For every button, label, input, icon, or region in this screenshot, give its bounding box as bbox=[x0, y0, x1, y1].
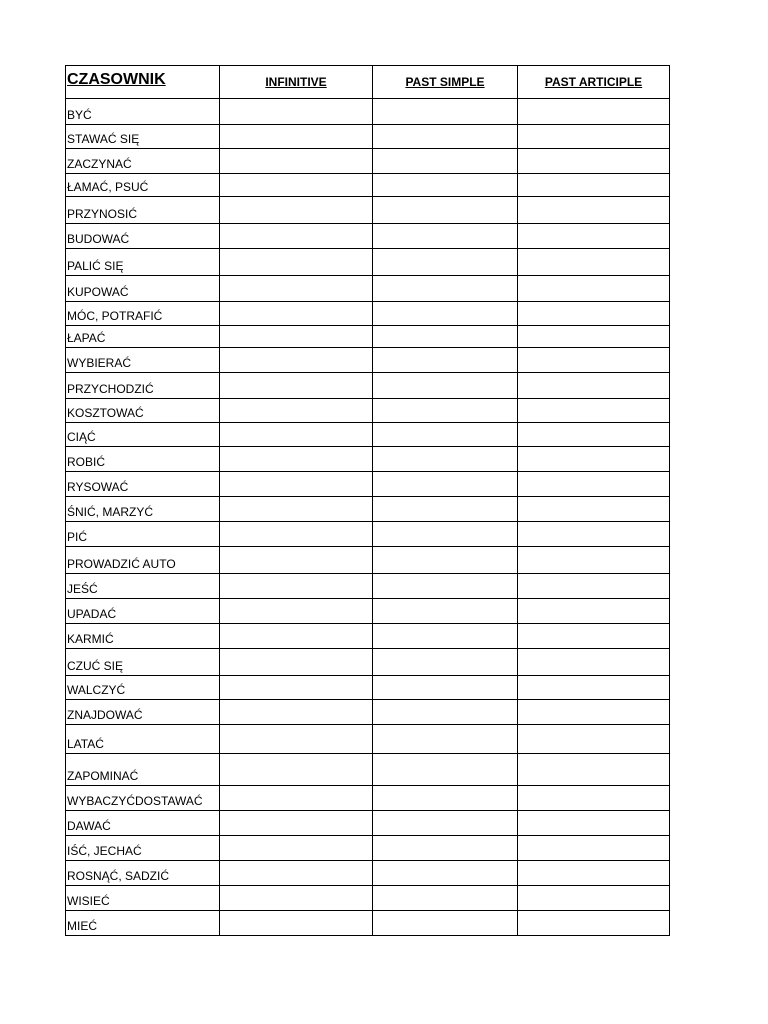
table-row bbox=[66, 786, 670, 811]
table-row bbox=[66, 911, 670, 936]
past-simple-cell[interactable] bbox=[373, 326, 518, 348]
past-participle-cell[interactable] bbox=[518, 725, 670, 754]
past-participle-cell[interactable] bbox=[518, 574, 670, 599]
verb-cell: UPADAĆ bbox=[66, 599, 220, 624]
past-simple-cell[interactable] bbox=[373, 174, 518, 197]
verb-cell: ŁAMAĆ, PSUĆ bbox=[66, 174, 220, 197]
verb-cell: PROWADZIĆ AUTO bbox=[66, 547, 220, 574]
past-simple-cell[interactable] bbox=[373, 276, 518, 302]
table-row bbox=[66, 811, 670, 836]
infinitive-cell[interactable] bbox=[220, 373, 373, 399]
infinitive-cell[interactable] bbox=[220, 811, 373, 836]
table-row bbox=[66, 373, 670, 399]
table-row bbox=[66, 472, 670, 497]
infinitive-cell[interactable] bbox=[220, 447, 373, 472]
table-row bbox=[66, 326, 670, 348]
past-participle-cell[interactable] bbox=[518, 197, 670, 224]
past-simple-cell[interactable] bbox=[373, 149, 518, 174]
past-simple-cell[interactable] bbox=[373, 522, 518, 547]
table-row bbox=[66, 574, 670, 599]
verb-table bbox=[65, 65, 670, 936]
verb-cell: MÓC, POTRAFIĆ bbox=[66, 302, 220, 326]
table-row bbox=[66, 599, 670, 624]
infinitive-cell[interactable] bbox=[220, 174, 373, 197]
past-participle-cell[interactable] bbox=[518, 423, 670, 447]
past-participle-cell[interactable] bbox=[518, 125, 670, 149]
verb-cell: ROSNĄĆ, SADZIĆ bbox=[66, 861, 220, 886]
verb-cell: BYĆ bbox=[66, 99, 220, 125]
table-row bbox=[66, 224, 670, 249]
past-participle-cell[interactable] bbox=[518, 649, 670, 676]
infinitive-cell[interactable] bbox=[220, 423, 373, 447]
past-participle-cell[interactable] bbox=[518, 754, 670, 786]
past-simple-cell[interactable] bbox=[373, 786, 518, 811]
verb-cell: ZACZYNAĆ bbox=[66, 149, 220, 174]
verb-cell: ZNAJDOWAĆ bbox=[66, 700, 220, 725]
infinitive-cell[interactable] bbox=[220, 522, 373, 547]
past-simple-cell[interactable] bbox=[373, 497, 518, 522]
table-row bbox=[66, 447, 670, 472]
table-row bbox=[66, 125, 670, 149]
infinitive-cell[interactable] bbox=[220, 472, 373, 497]
table-row bbox=[66, 302, 670, 326]
past-participle-cell[interactable] bbox=[518, 886, 670, 911]
table-row bbox=[66, 149, 670, 174]
verb-cell: PIĆ bbox=[66, 522, 220, 547]
infinitive-cell[interactable] bbox=[220, 326, 373, 348]
table-row bbox=[66, 276, 670, 302]
past-simple-cell[interactable] bbox=[373, 348, 518, 373]
verb-cell: STAWAĆ SIĘ bbox=[66, 125, 220, 149]
past-simple-cell[interactable] bbox=[373, 574, 518, 599]
table-row bbox=[66, 624, 670, 649]
past-simple-cell[interactable] bbox=[373, 836, 518, 861]
past-simple-cell[interactable] bbox=[373, 700, 518, 725]
past-simple-cell[interactable] bbox=[373, 125, 518, 149]
verb-cell: IŚĆ, JECHAĆ bbox=[66, 836, 220, 861]
infinitive-cell[interactable] bbox=[220, 624, 373, 649]
table-row bbox=[66, 649, 670, 676]
past-simple-cell[interactable] bbox=[373, 302, 518, 326]
verb-cell: ROBIĆ bbox=[66, 447, 220, 472]
verb-cell: ŁAPAĆ bbox=[66, 326, 220, 348]
verb-cell: BUDOWAĆ bbox=[66, 224, 220, 249]
table-row bbox=[66, 700, 670, 725]
past-simple-cell[interactable] bbox=[373, 624, 518, 649]
infinitive-cell[interactable] bbox=[220, 754, 373, 786]
table-row bbox=[66, 99, 670, 125]
infinitive-cell[interactable] bbox=[220, 302, 373, 326]
infinitive-cell[interactable] bbox=[220, 99, 373, 125]
infinitive-cell[interactable] bbox=[220, 197, 373, 224]
infinitive-cell[interactable] bbox=[220, 149, 373, 174]
verb-cell: LATAĆ bbox=[66, 725, 220, 754]
header-past-participle: PAST ARTICIPLE bbox=[518, 66, 670, 99]
infinitive-cell[interactable] bbox=[220, 125, 373, 149]
verb-cell: PALIĆ SIĘ bbox=[66, 249, 220, 276]
table-row bbox=[66, 676, 670, 700]
past-participle-cell[interactable] bbox=[518, 302, 670, 326]
past-simple-cell[interactable] bbox=[373, 423, 518, 447]
verb-cell: DAWAĆ bbox=[66, 811, 220, 836]
infinitive-cell[interactable] bbox=[220, 725, 373, 754]
table-row bbox=[66, 174, 670, 197]
past-participle-cell[interactable] bbox=[518, 599, 670, 624]
past-simple-cell[interactable] bbox=[373, 472, 518, 497]
past-simple-cell[interactable] bbox=[373, 725, 518, 754]
verb-worksheet bbox=[65, 65, 669, 936]
header-infinitive: INFINITIVE bbox=[220, 66, 373, 99]
table-row bbox=[66, 547, 670, 574]
verb-table-body bbox=[66, 99, 670, 936]
verb-cell: PRZYNOSIĆ bbox=[66, 197, 220, 224]
past-simple-cell[interactable] bbox=[373, 399, 518, 423]
past-participle-cell[interactable] bbox=[518, 911, 670, 936]
verb-cell: WYBIERAĆ bbox=[66, 348, 220, 373]
infinitive-cell[interactable] bbox=[220, 786, 373, 811]
past-simple-cell[interactable] bbox=[373, 811, 518, 836]
infinitive-cell[interactable] bbox=[220, 348, 373, 373]
table-row bbox=[66, 348, 670, 373]
verb-cell: CIĄĆ bbox=[66, 423, 220, 447]
past-participle-cell[interactable] bbox=[518, 811, 670, 836]
past-simple-cell[interactable] bbox=[373, 599, 518, 624]
past-simple-cell[interactable] bbox=[373, 886, 518, 911]
past-participle-cell[interactable] bbox=[518, 836, 670, 861]
past-participle-cell[interactable] bbox=[518, 472, 670, 497]
header-row bbox=[66, 66, 670, 99]
infinitive-cell[interactable] bbox=[220, 224, 373, 249]
past-participle-cell[interactable] bbox=[518, 399, 670, 423]
infinitive-cell[interactable] bbox=[220, 886, 373, 911]
verb-cell: WYBACZYĆDOSTAWAĆ bbox=[66, 786, 220, 811]
past-participle-cell[interactable] bbox=[518, 149, 670, 174]
infinitive-cell[interactable] bbox=[220, 676, 373, 700]
verb-cell: ZAPOMINAĆ bbox=[66, 754, 220, 786]
past-simple-cell[interactable] bbox=[373, 249, 518, 276]
infinitive-cell[interactable] bbox=[220, 649, 373, 676]
verb-cell: RYSOWAĆ bbox=[66, 472, 220, 497]
infinitive-cell[interactable] bbox=[220, 574, 373, 599]
table-row bbox=[66, 197, 670, 224]
past-participle-cell[interactable] bbox=[518, 700, 670, 725]
table-row bbox=[66, 399, 670, 423]
verb-cell: ŚNIĆ, MARZYĆ bbox=[66, 497, 220, 522]
table-row bbox=[66, 423, 670, 447]
past-participle-cell[interactable] bbox=[518, 547, 670, 574]
infinitive-cell[interactable] bbox=[220, 911, 373, 936]
past-participle-cell[interactable] bbox=[518, 348, 670, 373]
infinitive-cell[interactable] bbox=[220, 700, 373, 725]
past-simple-cell[interactable] bbox=[373, 911, 518, 936]
past-simple-cell[interactable] bbox=[373, 676, 518, 700]
past-simple-cell[interactable] bbox=[373, 754, 518, 786]
past-participle-cell[interactable] bbox=[518, 786, 670, 811]
verb-cell: WISIEĆ bbox=[66, 886, 220, 911]
past-participle-cell[interactable] bbox=[518, 174, 670, 197]
past-participle-cell[interactable] bbox=[518, 276, 670, 302]
table-row bbox=[66, 725, 670, 754]
infinitive-cell[interactable] bbox=[220, 861, 373, 886]
verb-cell: KOSZTOWAĆ bbox=[66, 399, 220, 423]
header-past-simple: PAST SIMPLE bbox=[373, 66, 518, 99]
past-participle-cell[interactable] bbox=[518, 373, 670, 399]
past-simple-cell[interactable] bbox=[373, 373, 518, 399]
past-simple-cell[interactable] bbox=[373, 649, 518, 676]
infinitive-cell[interactable] bbox=[220, 547, 373, 574]
header-czasownik: CZASOWNIK bbox=[66, 66, 220, 99]
past-simple-cell[interactable] bbox=[373, 447, 518, 472]
verb-cell: KUPOWAĆ bbox=[66, 276, 220, 302]
past-participle-cell[interactable] bbox=[518, 224, 670, 249]
infinitive-cell[interactable] bbox=[220, 249, 373, 276]
table-row bbox=[66, 754, 670, 786]
past-simple-cell[interactable] bbox=[373, 224, 518, 249]
verb-cell: MIEĆ bbox=[66, 911, 220, 936]
past-participle-cell[interactable] bbox=[518, 676, 670, 700]
past-simple-cell[interactable] bbox=[373, 99, 518, 125]
verb-cell: PRZYCHODZIĆ bbox=[66, 373, 220, 399]
past-participle-cell[interactable] bbox=[518, 99, 670, 125]
table-row bbox=[66, 497, 670, 522]
past-participle-cell[interactable] bbox=[518, 249, 670, 276]
past-participle-cell[interactable] bbox=[518, 624, 670, 649]
verb-cell: WALCZYĆ bbox=[66, 676, 220, 700]
verb-cell: JEŚĆ bbox=[66, 574, 220, 599]
table-row bbox=[66, 836, 670, 861]
infinitive-cell[interactable] bbox=[220, 497, 373, 522]
infinitive-cell[interactable] bbox=[220, 399, 373, 423]
past-participle-cell[interactable] bbox=[518, 861, 670, 886]
past-simple-cell[interactable] bbox=[373, 861, 518, 886]
past-participle-cell[interactable] bbox=[518, 447, 670, 472]
infinitive-cell[interactable] bbox=[220, 836, 373, 861]
past-simple-cell[interactable] bbox=[373, 547, 518, 574]
past-simple-cell[interactable] bbox=[373, 197, 518, 224]
past-participle-cell[interactable] bbox=[518, 326, 670, 348]
table-row bbox=[66, 249, 670, 276]
verb-cell: CZUĆ SIĘ bbox=[66, 649, 220, 676]
infinitive-cell[interactable] bbox=[220, 599, 373, 624]
table-row bbox=[66, 886, 670, 911]
past-participle-cell[interactable] bbox=[518, 522, 670, 547]
infinitive-cell[interactable] bbox=[220, 276, 373, 302]
table-row bbox=[66, 522, 670, 547]
past-participle-cell[interactable] bbox=[518, 497, 670, 522]
table-row bbox=[66, 861, 670, 886]
verb-cell: KARMIĆ bbox=[66, 624, 220, 649]
